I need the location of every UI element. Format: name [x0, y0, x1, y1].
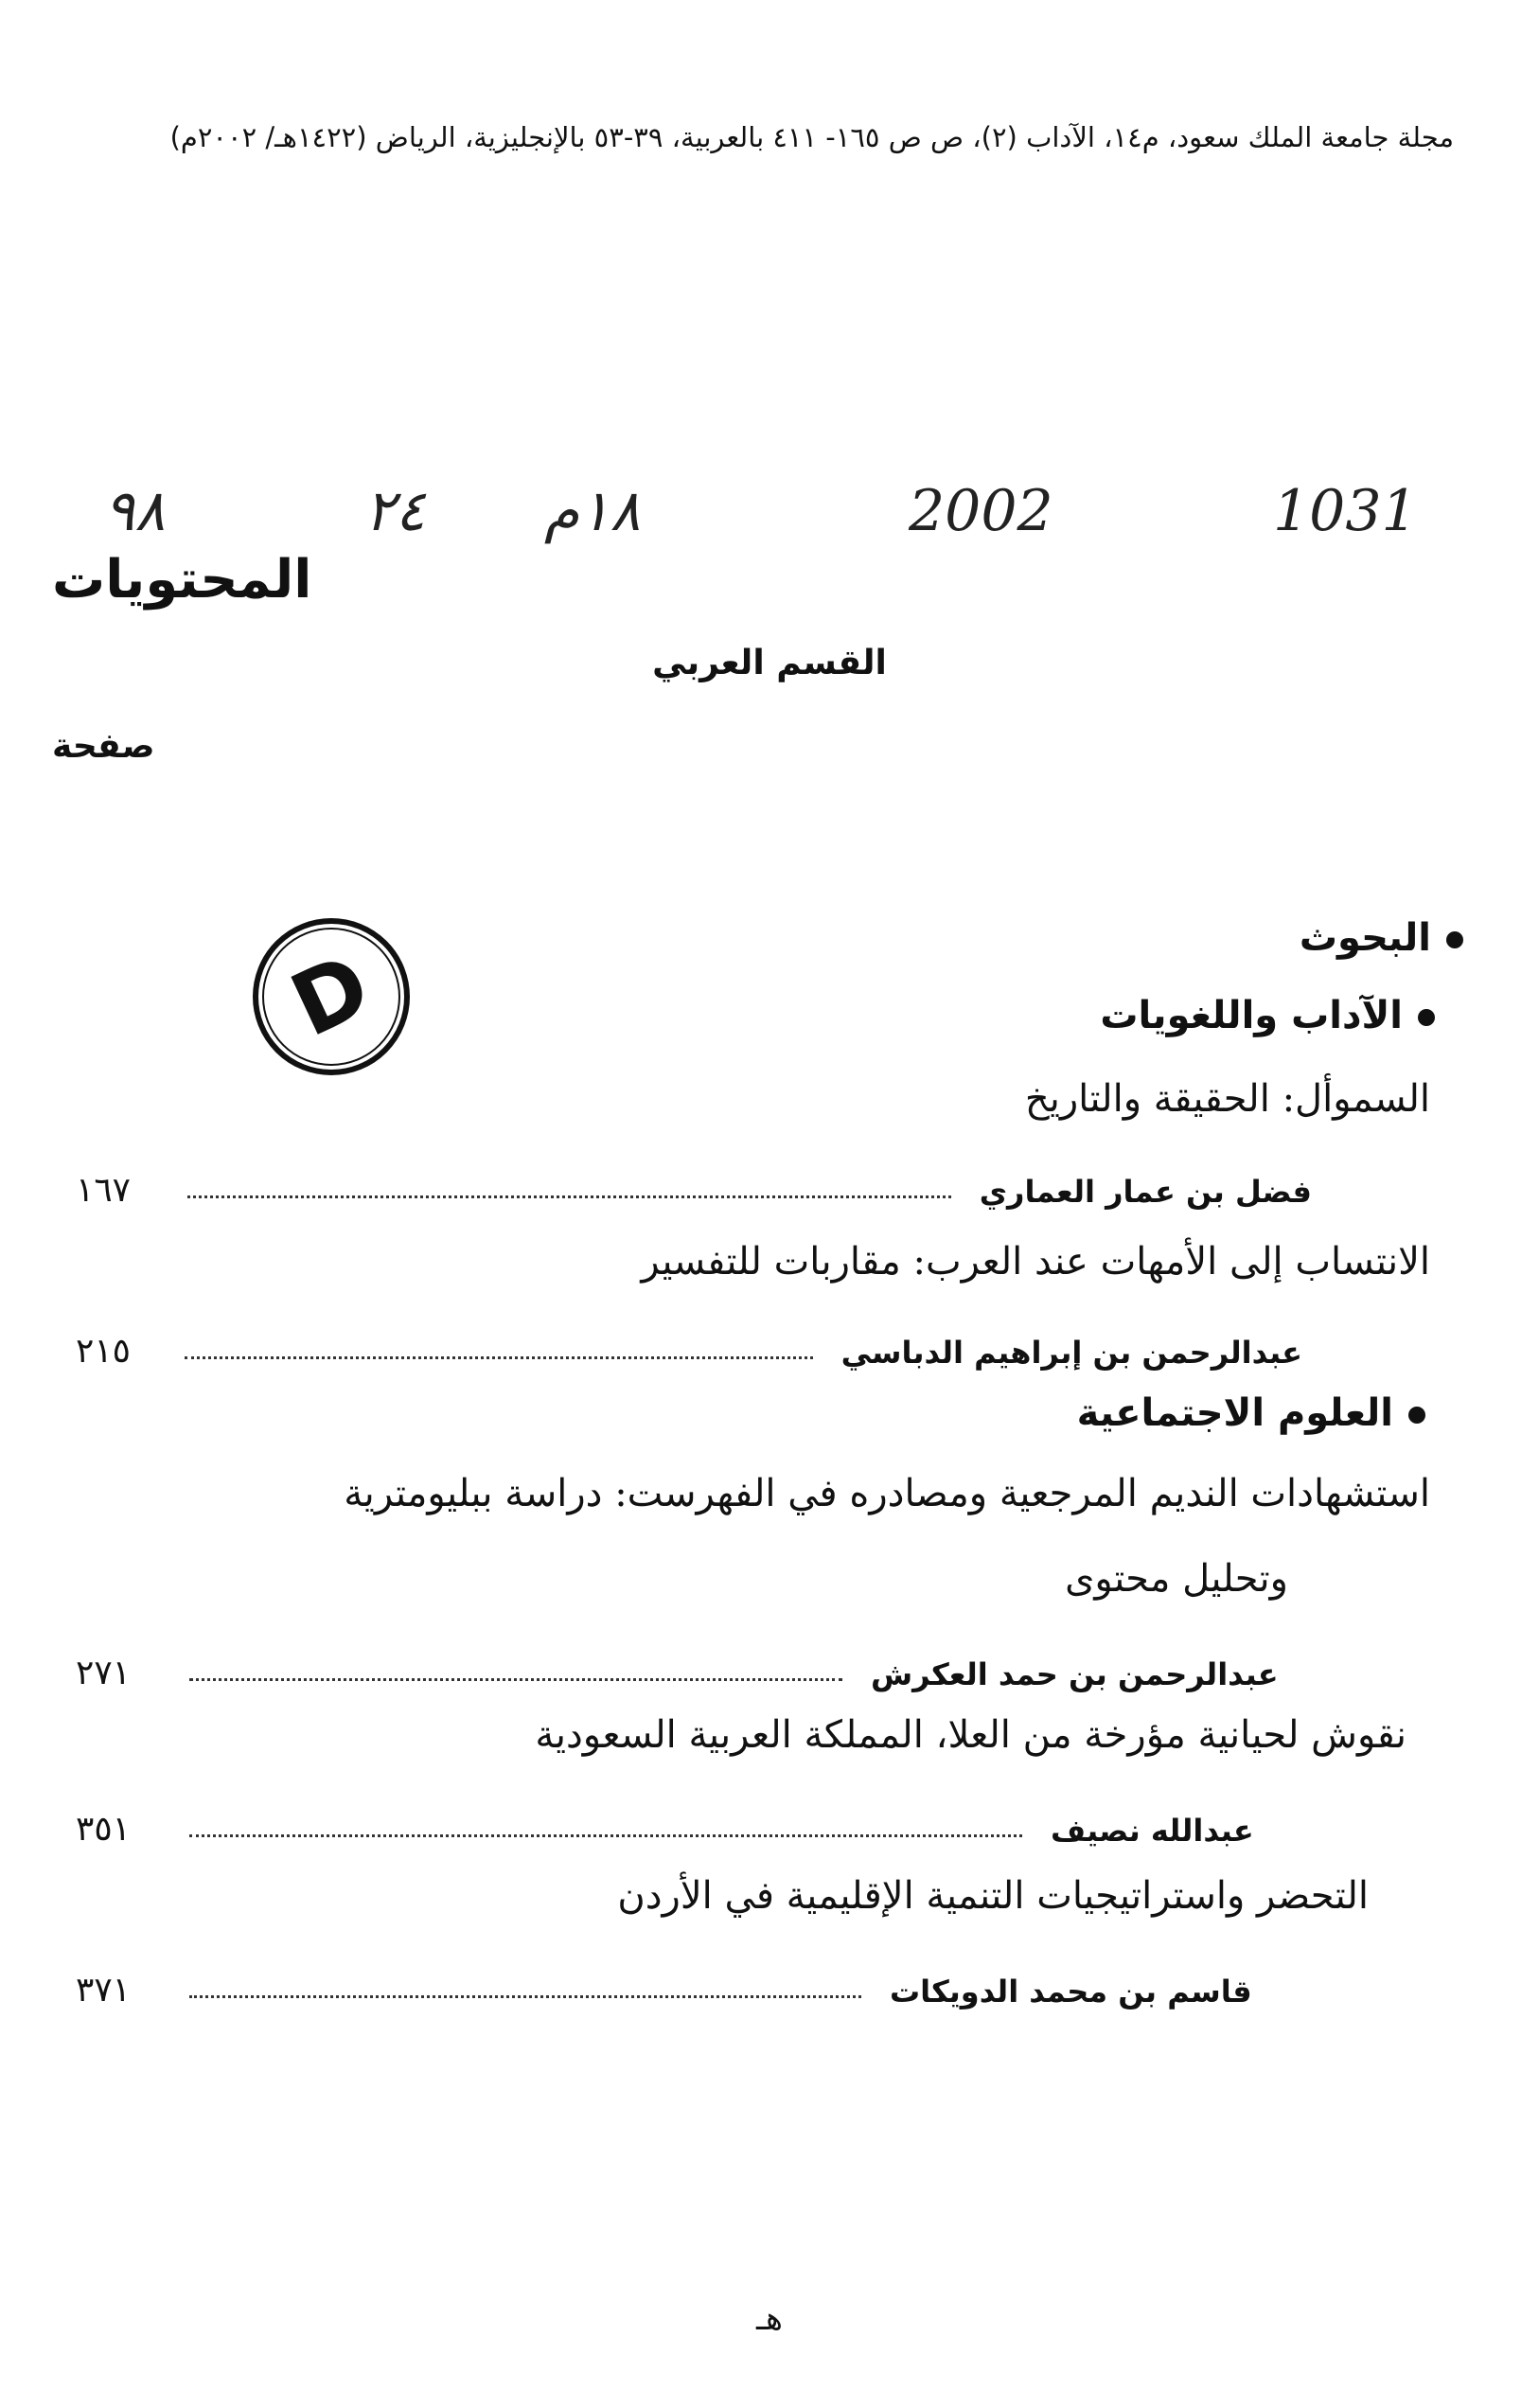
author-name: عبدالله نصيف [1051, 1813, 1254, 1849]
article-title: الانتساب إلى الأمهات عند العرب: مقاربات للتفسير [641, 1240, 1430, 1284]
page-footer-mark: هـ [756, 2300, 783, 2338]
article-title: التحضر واستراتيجيات التنمية الإقليمية في الأردن [617, 1874, 1369, 1918]
dot-leader [185, 1356, 812, 1359]
contents-title: المحتويات [52, 549, 312, 611]
handwritten-note-3: ١٨م [544, 478, 641, 544]
handwritten-note-1: ٩٨ [104, 478, 166, 544]
stamp-icon [248, 913, 415, 1080]
author-name: قاسم بن محمد الدويكات [890, 1974, 1252, 2010]
bullet-icon [1408, 1407, 1425, 1424]
handwritten-note-5: 1031 [1273, 478, 1418, 544]
dot-leader [189, 1678, 842, 1681]
page-number: ٢٧١ [76, 1654, 132, 1692]
toc-entry [76, 1803, 1265, 1849]
page-number: ٢١٥ [76, 1332, 132, 1371]
stamp-letter: D [276, 934, 385, 1057]
dot-leader [187, 1195, 950, 1198]
page-number: ٣٧١ [76, 1971, 132, 2010]
toc-entry [76, 1325, 1302, 1371]
toc-entry [76, 1647, 1283, 1692]
toc-entry [76, 1164, 1312, 1210]
article-title: السموأل: الحقيقة والتاريخ [1024, 1077, 1430, 1121]
page-number: ١٦٧ [76, 1171, 132, 1210]
handwritten-note-4: 2002 [909, 478, 1053, 544]
handwritten-note-2: ٢٤ [364, 478, 426, 544]
dot-leader [189, 1834, 1022, 1837]
page-column-label: صفحة [52, 727, 155, 766]
journal-citation-header: مجلة جامعة الملك سعود، م١٤، الآداب (٢)، ص ص ١٦٥- ٤١١ بالعربية، ٣٩-٥٣ بالإنجليزية، الرياض (١٤٢٢هـ/ ٢٠٠٢م) [169, 121, 1454, 153]
page-number: ٣٥١ [76, 1810, 132, 1849]
bullet-icon [1446, 931, 1463, 948]
toc-entry [76, 1964, 1265, 2010]
heading-research: البحوث [1300, 916, 1463, 960]
heading-arts: الآداب واللغويات [1100, 994, 1435, 1037]
author-name: عبدالرحمن بن إبراهيم الدباسي [840, 1335, 1302, 1371]
bullet-icon [1418, 1009, 1435, 1026]
article-title: نقوش لحيانية مؤرخة من العلا، المملكة العربية السعودية [535, 1713, 1406, 1757]
author-name: عبدالرحمن بن حمد العكرش [871, 1656, 1279, 1692]
dot-leader [189, 1995, 861, 1998]
heading-social-sciences: العلوم الاجتماعية [1077, 1391, 1425, 1435]
author-name: فضل بن عمار العماري [979, 1174, 1312, 1210]
section-title: القسم العربي [652, 644, 887, 682]
library-stamp [248, 913, 415, 1080]
article-title-continued: وتحليل محتوى [1065, 1557, 1288, 1601]
article-title: استشهادات النديم المرجعية ومصادره في الفهرست: دراسة ببليومترية [344, 1472, 1430, 1515]
